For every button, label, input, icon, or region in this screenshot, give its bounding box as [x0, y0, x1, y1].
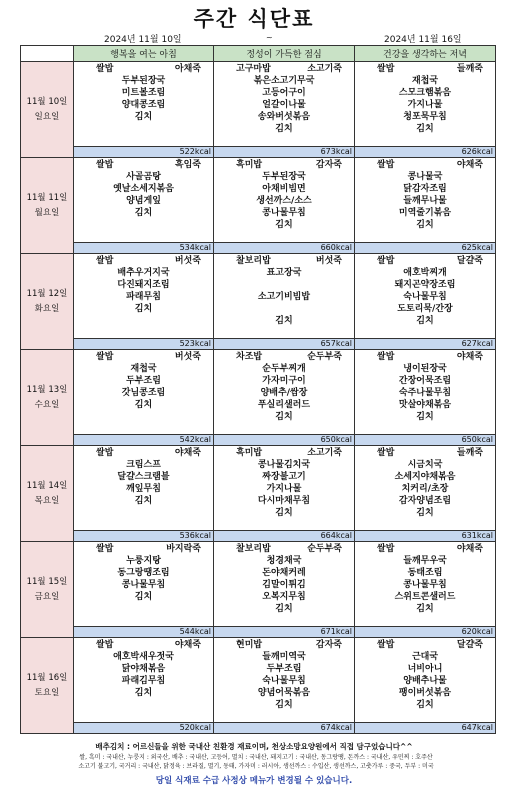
calorie-bar: 673kcal	[214, 146, 354, 157]
rice-item: 고구마밥	[236, 64, 271, 74]
porridge-item: 달걀죽	[456, 640, 483, 650]
dish-item: 푸실리샐러드	[257, 400, 311, 410]
rice-item: 흑미밥	[236, 160, 263, 170]
day-weekday: 일요일	[34, 111, 60, 122]
dish-item: 김치	[275, 508, 293, 518]
dish-item: 김치	[416, 316, 434, 326]
meal-top-line	[355, 543, 495, 555]
day-weekday: 수요일	[34, 399, 60, 410]
rice-item: 쌀밥	[96, 544, 114, 554]
dish-item: 콩나물김치국	[257, 460, 311, 470]
dish-item: 다시마채무침	[257, 496, 311, 506]
dish-item: 도토리묵/간장	[397, 304, 453, 314]
porridge-item: 버섯죽	[174, 352, 201, 362]
porridge-item: 버섯죽	[174, 256, 201, 266]
dish-item: 닭감자조림	[403, 184, 447, 194]
meal-cell-lunch	[214, 446, 355, 542]
kimchi-note: 배추김치 : 어르신들을 위한 국내산 친환경 재료이며, 천상소망요양원에서 직접 담구었습니다^^	[95, 742, 413, 751]
day-weekday: 금요일	[34, 591, 60, 602]
day-date: 11월 15일	[26, 576, 68, 587]
day-cell	[21, 62, 74, 158]
rice-item: 쌀밥	[96, 640, 114, 650]
dish-item: 재첩국	[130, 364, 157, 374]
day-row	[21, 542, 496, 638]
porridge-item: 야채죽	[174, 448, 201, 458]
dish-item: 맛살야채볶음	[398, 400, 452, 410]
meal-cell-breakfast	[74, 542, 214, 638]
rice-item: 찰보리밥	[236, 544, 271, 554]
dish-item: 두부조림	[126, 376, 161, 386]
meal-cell-lunch	[214, 542, 355, 638]
rice-item: 쌀밥	[96, 160, 114, 170]
dish-item: 미역줄기볶음	[398, 208, 452, 218]
meal-top-line	[214, 639, 354, 651]
rice-item: 현미밥	[236, 640, 263, 650]
meal-top-line	[355, 639, 495, 651]
dish-item: 스위트콘샐러드	[394, 592, 456, 602]
dish-item: 숙나물무침	[262, 676, 306, 686]
dish-item: 두부된장국	[121, 76, 166, 86]
meal-cell-lunch	[214, 158, 355, 254]
dish-item: 김치	[134, 208, 153, 218]
dish-item: 옛날소세지볶음	[113, 184, 174, 194]
day-cell	[21, 542, 74, 638]
porridge-item: 들깨죽	[456, 64, 483, 74]
meal-top-line	[74, 255, 213, 267]
dish-item: 동태조림	[407, 568, 443, 578]
dish-item: 들깨무나물	[403, 196, 447, 206]
dish-item: 김치	[134, 592, 153, 602]
meal-top-line	[74, 159, 213, 171]
dish-item: 파래김무침	[121, 676, 166, 686]
dish-item: 양대콩조림	[121, 100, 166, 110]
day-row	[21, 254, 496, 350]
dish-item: 애호박새우젓국	[113, 652, 174, 662]
dish-item: 근대국	[411, 652, 439, 662]
porridge-item: 들깨죽	[456, 448, 483, 458]
dish-item: 갓님콩조림	[121, 388, 166, 398]
dish-item: 표고장국	[266, 268, 302, 278]
dish-item: 양념어묵볶음	[257, 688, 311, 698]
dish-item: 김치	[134, 496, 153, 506]
day-cell	[21, 158, 74, 254]
dish-item: 크림스프	[126, 460, 161, 470]
day-date: 11월 13일	[26, 384, 68, 395]
day-row	[21, 158, 496, 254]
porridge-item: 야채죽	[174, 640, 201, 650]
corner-cell	[21, 46, 74, 62]
dish-item: 애호박찌개	[403, 268, 447, 278]
rice-item: 쌀밥	[96, 352, 114, 362]
porridge-item: 아채죽	[174, 64, 201, 74]
dish-item: 가자미구이	[262, 376, 306, 386]
calorie-bar: 626kcal	[355, 146, 495, 157]
meal-top-line	[214, 63, 354, 75]
dish-item: 스모크햄볶음	[398, 88, 452, 98]
day-cell	[21, 638, 74, 734]
porridge-item: 바지락죽	[166, 544, 201, 554]
rice-item: 쌀밥	[377, 544, 395, 554]
rice-item: 쌀밥	[377, 352, 395, 362]
dish-item: 팽이버섯볶음	[398, 688, 452, 698]
porridge-item: 감자죽	[315, 640, 342, 650]
menu-table	[20, 45, 496, 734]
meal-top-line	[355, 159, 495, 171]
calorie-bar: 544kcal	[74, 626, 213, 637]
calorie-bar: 674kcal	[214, 722, 354, 733]
dish-item: 숙주나물무침	[398, 388, 452, 398]
column-header-breakfast: 행복을 여는 아침	[74, 46, 214, 62]
calorie-bar: 542kcal	[74, 434, 213, 445]
calorie-bar: 520kcal	[74, 722, 213, 733]
calorie-bar: 650kcal	[214, 434, 354, 445]
porridge-item: 야채죽	[456, 160, 483, 170]
rice-item: 쌀밥	[377, 448, 395, 458]
dish-item: 미트볼조림	[121, 88, 166, 98]
dish-item: 양배추/쌈장	[260, 388, 308, 398]
meal-cell-dinner	[355, 62, 496, 158]
rice-item: 쌀밥	[377, 256, 395, 266]
calorie-bar: 660kcal	[214, 242, 354, 253]
calorie-bar: 631kcal	[355, 530, 495, 541]
day-row	[21, 446, 496, 542]
meal-cell-breakfast	[74, 350, 214, 446]
column-header-row	[21, 46, 496, 62]
meal-cell-breakfast	[74, 62, 214, 158]
calorie-bar: 523kcal	[74, 338, 213, 349]
calorie-bar: 650kcal	[355, 434, 495, 445]
dish-item: 가지나물	[266, 484, 302, 494]
rice-item: 찰보리밥	[236, 256, 271, 266]
meal-cell-dinner	[355, 638, 496, 734]
meal-top-line	[355, 447, 495, 459]
porridge-item: 순두부죽	[307, 352, 342, 362]
dish-item: 두부조림	[266, 664, 302, 674]
day-date: 11월 16일	[26, 672, 68, 683]
dish-item	[214, 279, 354, 291]
meal-cell-dinner	[355, 446, 496, 542]
dish-item: 볶은소고기무국	[253, 76, 315, 86]
meal-top-line	[214, 447, 354, 459]
meal-cell-lunch	[214, 638, 355, 734]
dish-item: 양배추나물	[403, 676, 447, 686]
dish-item: 김치	[416, 412, 434, 422]
dish-item: 콩나물무침	[403, 580, 447, 590]
dish-item: 깨잎무침	[126, 484, 161, 494]
porridge-item: 야채죽	[456, 544, 483, 554]
day-row	[21, 62, 496, 158]
meal-cell-dinner	[355, 350, 496, 446]
page-title: 주간 식단표	[193, 7, 315, 31]
dish-item: 치커리/초장	[401, 484, 449, 494]
dish-item: 소세지야채볶음	[394, 472, 456, 482]
origin-line: 쌀, 흑미 : 국내산, 누룽지 : 외국산, 배추 : 국내산, 고등어, 멸치 : 국내산, 돼지고기 : 국내산, 동그랑땡, 돈까스 : 국내산, 우민찌 : 호주산	[79, 754, 433, 761]
origin-line: 소고기 불고기, 국거리 : 국내산, 닭정육 : 브라질, 멸기, 동태, 가자미 : 러시아, 생선까스 : 수입산, 생선까스, 고춧가루 : 중국, 두부 : 미국	[78, 763, 434, 770]
rice-item: 쌀밥	[377, 160, 395, 170]
meal-cell-breakfast	[74, 638, 214, 734]
start-date: 2024년 11월 10일	[104, 35, 182, 45]
dish-item: 소고기비빔밥	[257, 292, 311, 302]
dish-item: 김치	[275, 316, 293, 326]
meal-cell-lunch	[214, 62, 355, 158]
dish-item: 생선까스/소스	[256, 196, 312, 206]
dish-item: 김치	[416, 124, 434, 134]
dish-item: 아채비빔면	[262, 184, 306, 194]
calorie-bar: 647kcal	[355, 722, 495, 733]
dish-item: 송와버섯볶음	[257, 112, 311, 122]
calorie-bar: 625kcal	[355, 242, 495, 253]
dish-item: 순두부찌개	[262, 364, 306, 374]
meal-top-line	[214, 159, 354, 171]
rice-item: 쌀밥	[96, 256, 114, 266]
day-row	[21, 350, 496, 446]
dish-item: 냉이된장국	[403, 364, 447, 374]
meal-cell-dinner	[355, 254, 496, 350]
dish-item: 배추우거지국	[117, 268, 170, 278]
dish-item: 오복지무침	[262, 592, 306, 602]
dish-item: 청포묵무침	[403, 112, 447, 122]
dish-item: 청경채국	[266, 556, 302, 566]
dish-item: 콩나물무침	[262, 208, 306, 218]
dish-item: 돼지곤약장조림	[394, 280, 456, 290]
calorie-bar: 664kcal	[214, 530, 354, 541]
dish-item: 김치	[134, 304, 153, 314]
dish-item: 얼갈이나물	[262, 100, 306, 110]
dish-item	[214, 303, 354, 315]
dish-item: 김치	[275, 700, 293, 710]
calorie-bar: 536kcal	[74, 530, 213, 541]
dish-item: 김치	[275, 604, 293, 614]
dish-item: 재첩국	[411, 76, 439, 86]
porridge-item: 감자죽	[315, 160, 342, 170]
dish-item: 가지나물	[407, 100, 443, 110]
dish-item: 누룽지탕	[126, 556, 161, 566]
meal-top-line	[355, 255, 495, 267]
day-cell	[21, 446, 74, 542]
porridge-item: 소고기죽	[307, 64, 342, 74]
end-date: 2024년 11월 16일	[384, 35, 462, 45]
meal-cell-dinner	[355, 542, 496, 638]
dish-item: 양념게잎	[126, 196, 161, 206]
meal-cell-breakfast	[74, 254, 214, 350]
dish-item: 들깨미역국	[262, 652, 306, 662]
day-date: 11월 10일	[26, 96, 68, 107]
porridge-item: 야채죽	[456, 352, 483, 362]
meal-top-line	[74, 639, 213, 651]
calorie-bar: 522kcal	[74, 146, 213, 157]
dish-item: 파래무침	[126, 292, 161, 302]
porridge-item: 버섯죽	[315, 256, 342, 266]
calorie-bar: 671kcal	[214, 626, 354, 637]
dish-item: 김치	[134, 400, 153, 410]
rice-item: 쌀밥	[377, 640, 395, 650]
meal-top-line	[214, 543, 354, 555]
dish-item: 김말이튀김	[262, 580, 306, 590]
rice-item: 흑미밥	[236, 448, 263, 458]
porridge-item: 순두부죽	[307, 544, 342, 554]
meal-cell-lunch	[214, 254, 355, 350]
menu-change-warning: 당일 식재료 수급 사정상 메뉴가 변경될 수 있습니다.	[155, 776, 353, 786]
dish-item: 동그랑땡조림	[117, 568, 170, 578]
dish-item: 두부된장국	[262, 172, 306, 182]
meal-cell-breakfast	[74, 158, 214, 254]
dish-item: 사골곰탕	[126, 172, 161, 182]
meal-top-line	[355, 63, 495, 75]
dish-item: 숙나물무침	[403, 292, 447, 302]
dish-item: 들깨무우국	[403, 556, 447, 566]
dish-item: 시금치국	[407, 460, 443, 470]
day-row	[21, 638, 496, 734]
meal-cell-dinner	[355, 158, 496, 254]
dish-item: 돈야채커레	[262, 568, 306, 578]
calorie-bar: 627kcal	[355, 338, 495, 349]
day-cell	[21, 350, 74, 446]
meal-cell-breakfast	[74, 446, 214, 542]
meal-top-line	[214, 255, 354, 267]
meal-cell-lunch	[214, 350, 355, 446]
dish-item: 김치	[275, 412, 293, 422]
porridge-item: 흑임죽	[174, 160, 201, 170]
dish-item: 김치	[134, 688, 153, 698]
dish-item: 감자양념조림	[398, 496, 452, 506]
day-weekday: 화요일	[34, 303, 60, 314]
porridge-item: 소고기죽	[307, 448, 342, 458]
dish-item: 콩나물무침	[121, 580, 166, 590]
rice-item: 쌀밥	[96, 448, 114, 458]
meal-top-line	[74, 543, 213, 555]
day-weekday: 월요일	[34, 207, 60, 218]
dish-item: 김치	[416, 220, 434, 230]
column-header-dinner: 건강을 생각하는 저녁	[355, 46, 496, 62]
dish-item: 김치	[416, 508, 434, 518]
dish-item: 김치	[416, 700, 434, 710]
porridge-item: 달걀죽	[456, 256, 483, 266]
column-header-lunch: 정성이 가득한 점심	[214, 46, 355, 62]
dish-item: 간장어묵조림	[398, 376, 452, 386]
dish-item: 달걀스크램블	[117, 472, 170, 482]
dish-item: 닭야채볶음	[121, 664, 166, 674]
dish-item: 김치	[416, 604, 434, 614]
rice-item: 차조밥	[236, 352, 263, 362]
dish-item: 짜장불고기	[262, 472, 306, 482]
meal-top-line	[74, 63, 213, 75]
date-separator: ~	[266, 33, 273, 42]
calorie-bar: 620kcal	[355, 626, 495, 637]
rice-item: 쌀밥	[377, 64, 395, 74]
dish-item: 다진돼지조림	[117, 280, 170, 290]
rice-item: 쌀밥	[96, 64, 114, 74]
dish-item: 김치	[134, 112, 153, 122]
meal-top-line	[355, 351, 495, 363]
day-weekday: 목요일	[34, 495, 60, 506]
day-date: 11월 14일	[26, 480, 68, 491]
meal-top-line	[214, 351, 354, 363]
meal-top-line	[74, 447, 213, 459]
dish-item: 고등어구이	[262, 88, 306, 98]
day-date: 11월 12일	[26, 288, 68, 299]
day-weekday: 토요일	[34, 687, 60, 698]
dish-item: 콩나물국	[407, 172, 443, 182]
origin-info	[6, 753, 506, 771]
dish-item: 김치	[275, 124, 293, 134]
day-cell	[21, 254, 74, 350]
calorie-bar: 534kcal	[74, 242, 213, 253]
calorie-bar: 657kcal	[214, 338, 354, 349]
dish-item: 김치	[275, 220, 293, 230]
day-date: 11월 11일	[26, 192, 68, 203]
meal-top-line	[74, 351, 213, 363]
dish-item: 너비아니	[407, 664, 443, 674]
